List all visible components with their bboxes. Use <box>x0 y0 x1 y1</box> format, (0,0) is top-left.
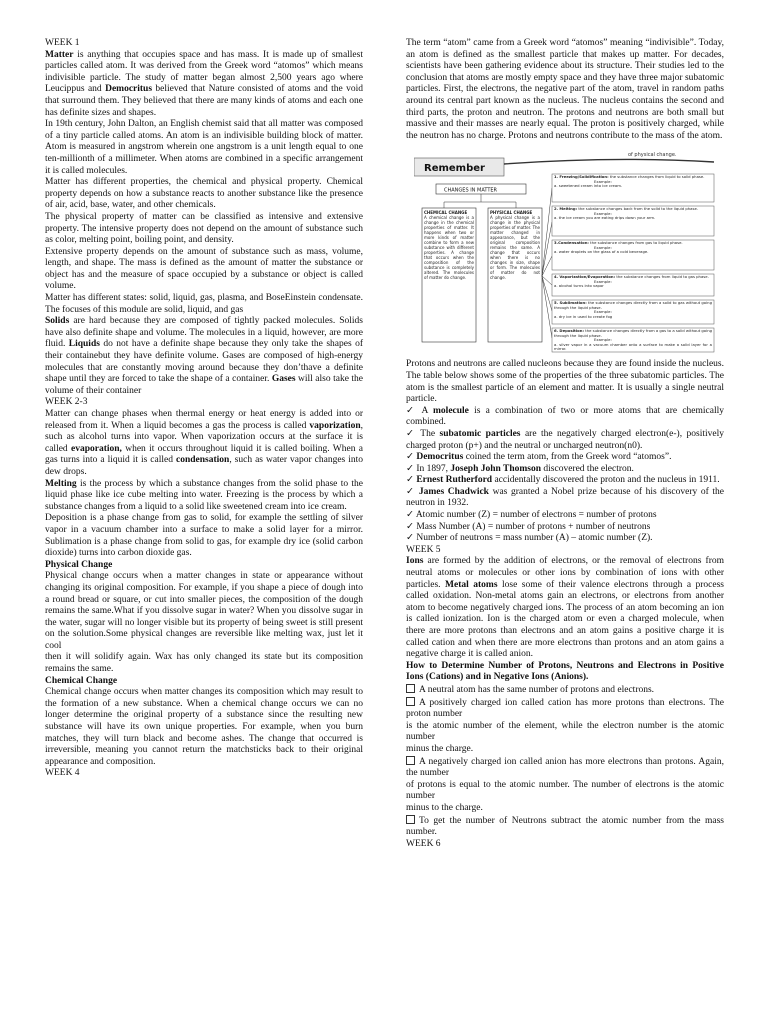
bullet-anion <box>406 756 724 780</box>
intensive-paragraph: The physical property of matter can be classified as intensive and extensive property. The intensive property does not depend on the amount of substance such as color, melting point, boiling point, and density. <box>45 211 363 246</box>
week-2-3-heading: WEEK 2-3 <box>45 397 88 408</box>
bullet-cation <box>406 697 724 721</box>
melting-paragraph <box>45 479 363 514</box>
phase-text-d: , such as water vapor changes into dew drops. <box>45 455 364 477</box>
item-5-example: Example: <box>594 309 612 315</box>
item-6-title: 6. Deposition: <box>554 329 584 334</box>
item-2-desc: the substance changes back from the solid to the liquid phase. <box>578 207 699 212</box>
vaporization-term: vaporization <box>309 420 361 431</box>
item-1-ex: a. sweetened cream into ice cream. <box>554 183 623 189</box>
c2-pre: The <box>416 428 440 439</box>
b4a-text: To get the number of Neutrons subtract the atomic number from the mass number. <box>406 815 724 838</box>
physical-change-title: Physical Change <box>45 559 113 570</box>
properties-paragraph: Matter has different properties, the chemical and physical property. Chemical property depends on how a substance reacts to another substance like the presence of air, acid, base, water, and other chemicals. <box>45 177 363 211</box>
remember-infographic <box>414 148 716 353</box>
bullet-neutrons <box>406 815 724 839</box>
chemical-change-head: CHEMICAL CHANGE <box>424 210 468 216</box>
c5-bold: Ernest Rutherford <box>416 475 493 486</box>
week-5-heading: WEEK 5 <box>406 544 441 555</box>
metal-atoms-term: Metal atoms <box>445 579 498 590</box>
dalton-paragraph: In 19th century, John Dalton, an English chemist said that all matter was composed of a tiny particle called atoms. An atom is an indivisible building block of matter. Atom is measured in angstrom wherein one angstrom is a unit length equal to one ten-millionth of a millimeter. When atoms are combined in a specific arrangement it is called molecules. <box>45 119 363 176</box>
check-icon: ✓ <box>406 475 414 486</box>
ions-term: Ions <box>406 556 424 567</box>
bullet-cation-3: minus the charge. <box>406 743 474 754</box>
ions-paragraph <box>406 556 724 660</box>
solids-text-c: will also take the volume of their container <box>45 374 363 396</box>
item-4-title: 4. Vaporization/Evaporation: <box>554 275 616 280</box>
check-icon: ✓ <box>406 521 414 532</box>
item-4-desc: the substance changes from liquid to gas phase. <box>616 275 709 280</box>
phase-text-c: when it occurs throughout liquid it is called boiling. When a gas turns into a liquid it is called <box>45 443 363 466</box>
evaporation-term: evaporation, <box>70 443 122 454</box>
remember-diagram <box>414 148 716 353</box>
check-icon: ✓ <box>406 463 414 474</box>
item-6-desc: the substance changes directly from a gas to a solid without going through the liquid phase. <box>554 329 712 338</box>
check-item-atomic-number <box>406 510 724 522</box>
item-5-ex: a. dry ice in used to create fog <box>554 314 613 320</box>
check-item-molecule <box>406 406 724 429</box>
states-paragraph: Matter has different states: solid, liquid, gas, plasma, and BoseEinstein condensate. The focuses of this module are solid, liquid, and gas <box>45 293 363 315</box>
c4-pre: In 1897, <box>413 463 451 474</box>
bullet-neutral-atom <box>406 684 724 697</box>
check-item-subatomic <box>406 429 724 452</box>
atom-paragraph: The term “atom” came from a Greek word “atomos” meaning “indivisible”. Today, an atom is defined as the smallest particle that makes up matter. For decades, scientists have been gathering evidence about its structure. Their studies led to the conclusion that atoms are mostly empty space and they have three major subatomic particles. First, the electrons, the negative part of the atom, travel in random paths around its central part known as the nucleus. The nucleus contains the second and third parts, the proton and neutron. The protons and neutrons are both small but massive and their masses are nearly equal. The proton is positively charged, while the neutron has no charge. Protons and neutrons contribute to the mass of the atom. <box>406 38 724 141</box>
matter-text-b: believed that Nature consisted of atoms and the void that surround them. They believed that there are many kinds of atoms and each one has definite sizes and shapes. <box>45 84 363 118</box>
checkbox-icon <box>406 684 415 693</box>
item-6-example: Example: <box>594 337 612 343</box>
physical-change-paragraph: Physical change occurs when a matter changes in state or appearance without changing its original composition. For example, if you shape a piece of dough into a round bread or square, or cut into smaller pieces, the composition of the dough remains the same.What if you dissolve sugar in water? When you dissolve sugar in the water, sugar will no longer visible but its property of being sweet is still present on the solution.Some physical changes are reversible like melting wax, just let it cool <box>45 571 363 651</box>
bullet-cation-2: is the atomic number of the element, while the electron number is the atomic number <box>406 720 724 743</box>
item-3-desc: the substance changes from gas to liquid phase. <box>590 241 683 246</box>
checkbox-icon <box>406 815 415 824</box>
item-3-example: Example: <box>594 244 612 250</box>
check-item-mass-number <box>406 522 724 534</box>
item-3-title: 3.Condensation: <box>554 241 589 246</box>
chemical-change-title: Chemical Change <box>45 675 118 686</box>
matter-term: Matter <box>45 49 74 60</box>
c4-post: discovered the electron. <box>541 463 634 474</box>
c1-bold: molecule <box>433 405 469 416</box>
phase-text-b: , such as alcohol turns into vapor. When vaporization occurs at the surface it is called <box>45 420 363 454</box>
condensation-term: condensation <box>175 455 230 466</box>
brush-stroke <box>504 160 714 165</box>
item-1-example: Example: <box>594 178 612 184</box>
check-icon: ✓ <box>406 405 417 416</box>
chemical-change-paragraph: Chemical change occurs when matter changes its composition which may result to the formation of a new substance. When a chemical change occurs we can no longer determine the original property of a substance since the resulting new substance will have its own unique properties. For example, when you burn matches, they will turn black and become ashes. The change that occurred is irreversible, meaning you cannot return the matchsticks back to their original appearance and composition. <box>45 687 363 767</box>
item-4-ex: a. alcohol turns into vapor <box>554 283 604 289</box>
remember-label: Remember <box>424 163 485 175</box>
solids-text-b: do not have a definite shape because they only take the shapes of their containebut they have definite volume. Gases are composed of high-energy molecules that are constantly moving around because they don’thave a definite shape until they are forced to take the shape of a container. <box>45 339 363 385</box>
physical-change-body: A physical change is a change in the physical properties of matter. The matter changed in appearance, but the original composition remains the same. A change that occurs when there is no changes in size, shape or form. The molecules of matter do not change. <box>490 215 540 281</box>
c3-bold: Democritus <box>416 452 464 463</box>
item-3-ex: a. water droplets on the glass of a cold beverage. <box>554 249 649 255</box>
top-note: of physical change. <box>628 152 677 159</box>
changes-label: CHANGES IN MATTER <box>444 187 498 194</box>
check-icon: ✓ <box>406 533 414 544</box>
deposition-paragraph: Deposition is a phase change from gas to solid, for example the settling of silver vapor in a vacuum chamber into a surface to make a solid layer for a mirror. Sublimation is a phase change from solid to gas, for example dry ice (solid carbon dioxide) turns into carbon dioxide gas. <box>45 513 363 559</box>
ions-text-a: are formed by the addition of electrons, or the removal of electrons from neutral atoms or molecules or other ions by combination of ions with other particles. <box>406 556 724 590</box>
item-2-ex: a. the ice cream you are eating drips down your arm. <box>554 215 656 221</box>
c1-post: is a combination of two or more atoms that are chemically combined. <box>406 405 724 428</box>
c7-text: Atomic number (Z) = number of electrons = number of protons <box>413 510 657 521</box>
week-6-heading: WEEK 6 <box>406 838 441 849</box>
phase-text-a: Matter can change phases when thermal energy or heat energy is added into or released from it. When a liquid becomes a gas the process is called <box>45 409 363 431</box>
c5-post: accidentally discovered the proton and the nucleus in 1911. <box>492 475 720 486</box>
physical-change-paragraph-2: then it will solidify again. Wax has only changed its state but its composition remains the same. <box>45 652 363 675</box>
b3a-text: A negatively charged ion called anion has more electrons than protons. Again, the number <box>406 756 724 779</box>
item-2-example: Example: <box>594 210 612 216</box>
chemical-change-body: A chemical change is a change in the chemical properties of matter. It happens when two or more kinds of matter combine to form a new substance with different properties. A change that occurs when the composition of the substance is completely altered. The molecules of matter do change. <box>424 215 474 281</box>
week-4-heading: WEEK 4 <box>45 768 80 779</box>
b2a-text: A positively charged ion called cation has more protons than electrons. The proton number <box>406 697 724 720</box>
how-to-determine-title: How to Determine Number of Protons, Neutrons and Electrons in Positive Ions (Cations) and in Negative Ions (Anions). <box>406 660 724 683</box>
check-icon: ✓ <box>406 452 414 463</box>
solids-text-a: are hard because they are composed of tightly packed molecules. Solids have also definite shape and volume. The molecules in a liquid, however, are more fluid. <box>45 316 363 350</box>
left-column <box>45 38 363 780</box>
liquids-term: Liquids <box>68 339 100 350</box>
item-5-desc: the substance changes directly from a solid to gas without going through the liquid phase. <box>554 301 712 310</box>
item-2-title: 2. Melting: <box>554 207 578 212</box>
checkbox-icon <box>406 756 415 765</box>
item-4-example: Example: <box>594 278 612 284</box>
right-column <box>406 38 724 850</box>
ions-text-b: lose some of their valence electrons through a process called oxidation. Non-metal atoms gain an electrons, or electrons from another atom to become negatively charged ions. The process of an atom becoming an ion is called ionization. Ion is the charged atom or even a charged molecule, when there are more protons than electrons and an atom gains a positive charge it is called cation and when there are more electrons than protons and an atom gains a negative charge it is called anion. <box>406 579 724 660</box>
c2-bold: subatomic particles <box>439 428 521 439</box>
c2-post: are the negatively charged electron(e-), positively charged proton (p+) and the neutral or uncharged neutron(n0). <box>406 428 724 451</box>
b1-text: A neutral atom has the same number of protons and electrons. <box>419 684 655 695</box>
bullet-anion-2: of protons is equal to the atomic number. The number of electrons is the atomic number <box>406 779 724 802</box>
matter-text-a: is anything that occupies space and has mass. It is made up of smallest particles called atom. It was derived from the Greek word “atomos” which means indivisible particle. The study of matter began almost 2,500 years ago where Leucippus and <box>45 49 363 95</box>
c6-post: was granted a Nobel prize because of his discovery of the neutron in 1932. <box>406 486 725 509</box>
phase-paragraph <box>45 409 363 479</box>
matter-paragraph <box>45 50 363 120</box>
physical-change-head: PHYSICAL CHANGE <box>490 210 533 216</box>
item-1-desc: the substance changes from liquid to solid phase. <box>609 175 705 180</box>
check-icon: ✓ <box>406 428 417 439</box>
melting-term: Melting <box>45 478 77 489</box>
solids-term: Solids <box>45 316 70 327</box>
checkbox-icon <box>406 697 415 706</box>
solids-paragraph <box>45 316 363 397</box>
bullet-anion-3: minus to the charge. <box>406 802 483 813</box>
item-5-title: 5. Sublimation: <box>554 301 587 306</box>
nucleons-paragraph: Protons and neutrons are called nucleons because they are found inside the nucleus. The table below shows some of the properties of the three subatomic particles. The atom is the smallest particle of an element and matter. It is usually a single neutral particle. <box>406 359 724 405</box>
c8-text: Mass Number (A) = number of protons + number of neutrons <box>413 521 651 532</box>
check-item-democritus <box>406 452 724 464</box>
week-1-heading: WEEK 1 <box>45 38 80 48</box>
check-item-neutrons <box>406 533 724 545</box>
check-item-rutherford <box>406 475 724 487</box>
c6-bold: James Chadwick <box>418 486 489 497</box>
check-item-thomson <box>406 464 724 476</box>
item-6-ex: a. silver vapor in a vacuum chamber onto a surface to make a solid layer for a mirror. <box>554 342 712 352</box>
democritus-term: Democritus <box>105 84 153 95</box>
c1-pre: A <box>416 405 434 416</box>
c3-post: coined the term atom, from the Greek word “atomos”. <box>463 452 672 463</box>
check-item-chadwick <box>406 487 724 510</box>
item-1-title: 1. Freezing/Solidification: <box>554 175 609 180</box>
check-icon: ✓ <box>406 486 416 497</box>
extensive-paragraph: Extensive property depends on the amount of substance such as mass, volume, length, and shape. The mass is defined as the amount of matter the substance or object has and the measure of space occupied by a substance or object is called volume. <box>45 246 363 292</box>
c4-bold: Joseph John Thomson <box>450 463 542 474</box>
c9-text: Number of neutrons = mass number (A) – atomic number (Z). <box>413 533 653 544</box>
gases-term: Gases <box>271 374 296 385</box>
check-icon: ✓ <box>406 510 414 521</box>
melting-text: is the process by which a substance changes from the solid phase to the liquid phase like ice cube melting into water. Freezing is the process by which a substance changes from a liquid to a solid like sweetened cream into ice cream. <box>45 478 363 512</box>
